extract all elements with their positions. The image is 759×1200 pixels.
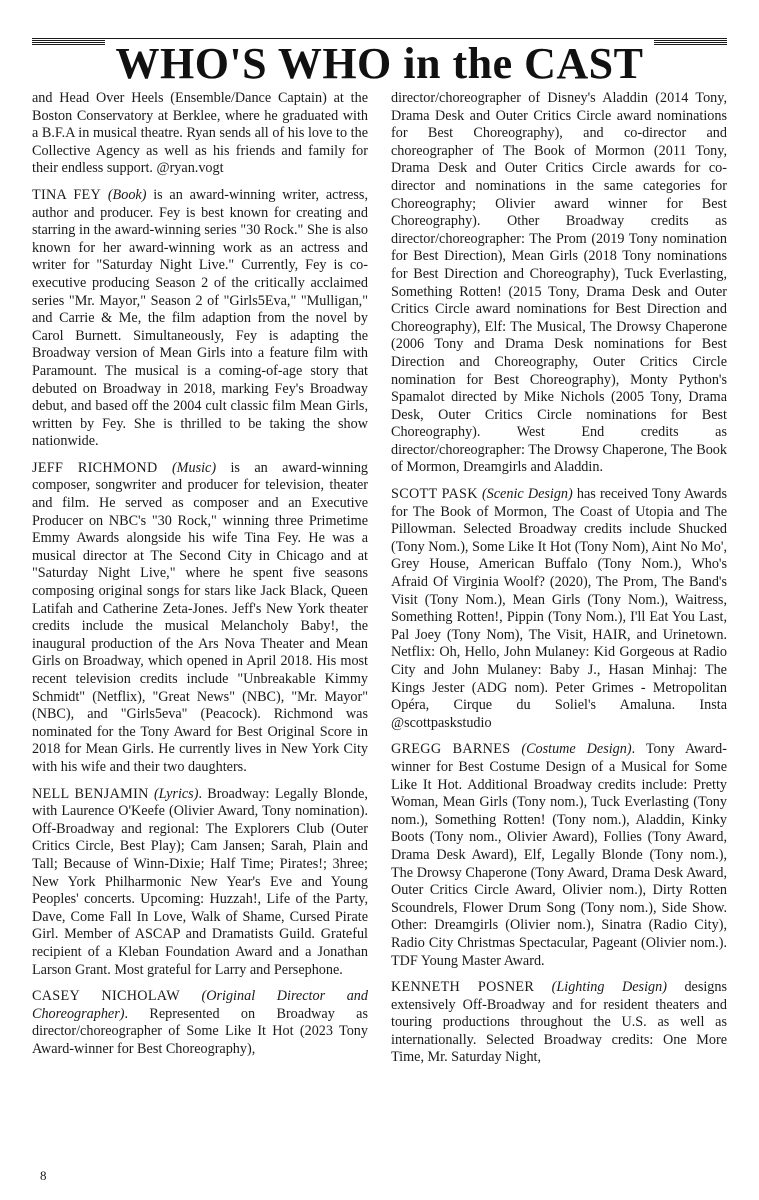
bio-text: is an award-winning composer, songwriter and producer for television, theater and film. He served as composer and an Executive Producer on NBC's "30 Rock," winning three Primetime Emmy Awards alongside his wife Tina Fey. He was a musical director at The Second City in Chicago and at "Saturday Night Live," where he spent five seasons composing original songs for stars like Jack Black, Queen Latifah and Catherine Zeta-Jones. Jeff's New York theater credits include the musical Melancholy Baby!, the inaugural production of the Ars Nova Theater and Mean Girls on Broadway, which opened in April 2018. His most recent television credits include "Unbreakable Kimmy Schmidt" (Netflix), "Great News" (NBC), "Mr. Mayor" (NBC), and "Girls5eva" (Peacock). Richmond was nominated for the Tony Award for Best Original Score in 2018 for Mean Girls. He currently lives in New York City with his wife and their two daughters. xyxy=(32,459,368,775)
left-column xyxy=(32,90,368,1165)
bio-text: designs extensively Off-Broadway and for resident theaters and touring productions throughout the U.S. as well as internationally. Selected Broadway credits: One More Time, Mr. Saturday Night, xyxy=(391,979,727,1066)
bio-gregg-barnes xyxy=(391,741,727,970)
bio-text: . Tony Award-winner for Best Costume Design of a Musical for Some Like It Hot. Additional Broadway credits include: Pretty Woman, Mean Girls (Tony nom.), Tuck Everlasting (Tony nom.), Something Rotten! (Tony nom.), Aladdin, Kinky Boots (Tony nom., Olivier Award), Follies (Tony Award, Drama Desk Award), Elf, Legally Blonde (Tony nom.), The Drowsy Chaperone (Tony Award, Drama Desk Award, Outer Critics Circle Award, Olivier nom.), Dirty Rotten Scoundrels, Flower Drum Song (Tony nom.), Side Show. Other: Dreamgirls (Olivier nom.), Sinatra (Radio City), Radio City Christmas Spectacular, Pageant (Olivier nom.). TDF Young Master Award. xyxy=(391,741,727,969)
bio-name: JEFF RICHMOND xyxy=(32,459,158,476)
bio-jeff-richmond xyxy=(32,460,368,777)
bio-role: (Costume Design) xyxy=(521,741,632,758)
bio-text: is an award-winning writer, actress, author and producer. Fey is best known for creating and starring in the award-winning series "30 Rock." She is also known for her award-winning work as an actress and writer for "Saturday Night Live." Currently, Fey is co-executive producing Season 2 of the critically acclaimed series "Mr. Mayor," Season 2 of "Girls5Eva," "Mulligan," and Carrie & Me, the film adaption from the novel by Carol Burnett. Simultaneously, Fey is adapting the Broadway version of Mean Girls into a feature film with Paramount. The musical is a coming-of-age story that debuted on Broadway in 2018, marking Fey's Broadway debut, and based off the 2004 cult classic film Mean Girls, written by Fey. She is thrilled to be taking the show nationwide. xyxy=(32,186,368,450)
bio-continuation: director/choreographer of Disney's Aladdin (2014 Tony, Drama Desk and Outer Critics Circle award nominations for Best Choreography), and co-director and choreographer of The Book of Mormon (2011 Tony, Drama Desk and Outer Critics Circle awards for co-director and nominations in the same categories for Choreography; Olivier award winner for Best Choreography). Other Broadway credits as director/choreographer: The Prom (2019 Tony nomination for Best Direction), Mean Girls (2018 Tony nominations for Best Direction and Choreography), Tuck Everlasting, Something Rotten! (2015 Tony, Drama Desk and Outer Critics Circle award nominations for Best Direction and Choreography), Elf: The Musical, The Drowsy Chaperone (2006 Tony and Drama Desk nominations for Best Direction and Choreography, Outer Critics Circle nomination for Best Choreography), Monty Python's Spamalot directed by Mike Nichols (2005 Tony, Drama Desk, Outer Critics Circle nominations for Best Choreography). West End credits as director/choreographer: The Drowsy Chaperone, The Book of Mormon, Dreamgirls and Aladdin. xyxy=(391,90,727,476)
bio-tina-fey xyxy=(32,187,368,451)
bio-text: . Broadway: Legally Blonde, with Laurence O'Keefe (Olivier Award, Tony nomination). Off-Broadway and regional: The Explorers Club (Outer Critics Circle, Best Play); Cam Jansen; Sarah, Plain and Tall; Because of Winn-Dixie; Half Time; Pirates!; 3hree; New York Philharmonic New Year's Eve and Young Peoples' concerts. Upcoming: Huzzah!, Life of the Party, Dave, Come Fall In Love, Walk of Shame, Cursed Pirate Girl. Member of ASCAP and Dramatists Guild. Grateful recipient of a Kleban Foundation Award and a Jonathan Larson Grant. Most grateful for Larry and Persephone. xyxy=(32,785,368,978)
bio-name: CASEY NICHOLAW xyxy=(32,988,180,1005)
bio-nell-benjamin xyxy=(32,786,368,980)
page-title: WHO'S WHO in the CAST xyxy=(32,40,727,88)
bio-role: (Scenic Design) xyxy=(481,486,573,503)
bio-name: KENNETH POSNER xyxy=(391,979,535,996)
bio-role: (Lyrics) xyxy=(153,785,199,802)
bio-name: NELL BENJAMIN xyxy=(32,785,149,802)
right-column xyxy=(391,90,727,1165)
bio-continuation: and Head Over Heels (Ensemble/Dance Captain) at the Boston Conservatory at Berklee, where he graduated with a B.F.A in musical theatre. Ryan sends all of his love to the Collective Agency as well as his friends and family for their endless support. @ryan.vogt xyxy=(32,90,368,177)
bio-scott-pask xyxy=(391,486,727,732)
bio-role: (Music) xyxy=(171,459,217,476)
bio-name: TINA FEY xyxy=(32,186,102,203)
bio-role: (Book) xyxy=(107,186,147,203)
bio-kenneth-posner xyxy=(391,979,727,1067)
bio-casey-nicholaw xyxy=(32,988,368,1058)
bio-name: SCOTT PASK xyxy=(391,486,478,503)
page-number: 8 xyxy=(40,1168,47,1183)
bio-role: (Lighting Design) xyxy=(551,979,667,996)
bio-role: (Original Director and Choreographer) xyxy=(32,988,368,1022)
bio-text: . Represented on Broadway as director/choreographer of Some Like It Hot (2023 Tony Award-winner for Best Choreography), xyxy=(32,1005,368,1057)
bio-name: GREGG BARNES xyxy=(391,741,511,758)
bio-text: has received Tony Awards for The Book of Mormon, The Coast of Utopia and The Pillowman. Selected Broadway credits include Shucked (Tony Nom.), Some Like It Hot (Tony Nom), Aint No Mo', Grey House, American Buffalo (Tony Nom.), Who's Afraid Of Virginia Woolf? (2020), The Prom, The Band's Visit (Tony Nom.), Mean Girls (Tony Nom.), Waitress, Something Rotten!, Pippin (Tony Nom.), I'll Eat You Last, Pal Joey (Tony Nom), The Visit, HAIR, and Urinetown. Netflix: Oh, Hello, John Mulaney: Kid Gorgeous at Radio City and John Mulaney: Baby J., Hasan Minhaj: The Kings Jester (ADG nom). Peter Grimes - Metropolitan Opéra, Cirque du Soliel's Amaluna. Insta @scottpaskstudio xyxy=(391,486,727,731)
